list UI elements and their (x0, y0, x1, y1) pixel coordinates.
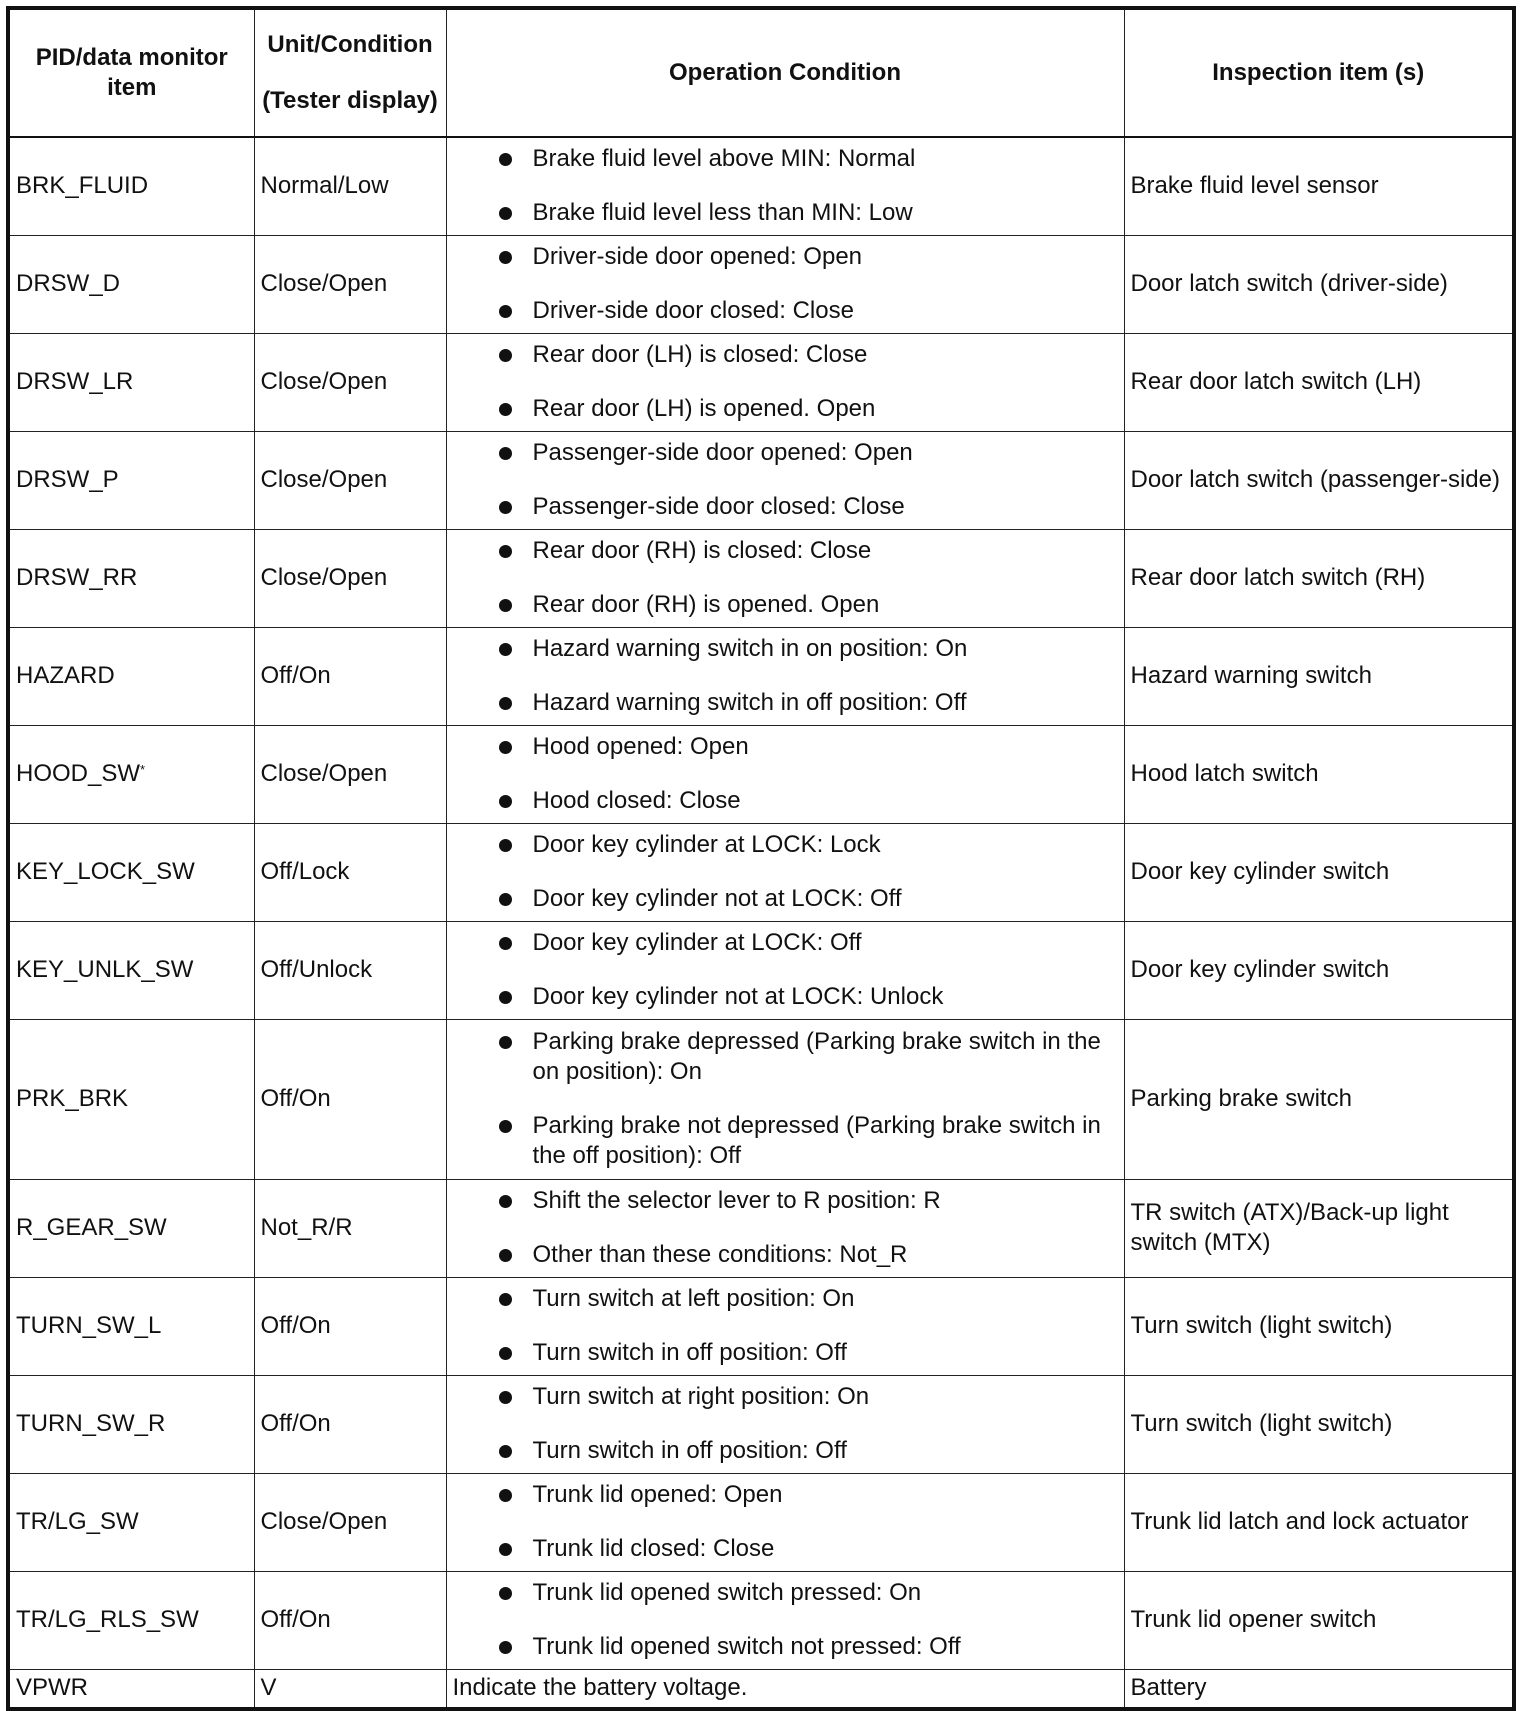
condition-text: Door key cylinder not at LOCK: Off (532, 885, 902, 912)
unit-cell: Off/On (254, 1019, 446, 1179)
inspection-cell: Door latch switch (driver-side) (1124, 235, 1514, 333)
condition-text: Parking brake depressed (Parking brake switch in the on position): On (532, 1028, 1101, 1085)
condition-list (453, 1382, 1118, 1466)
bullet-icon (499, 1445, 512, 1458)
condition-text: Passenger-side door opened: Open (532, 439, 913, 466)
condition-text: Brake fluid level less than MIN: Low (532, 199, 913, 227)
unit-cell: Off/On (254, 1571, 446, 1669)
condition-list (453, 1578, 1118, 1662)
condition-item (453, 1338, 1118, 1368)
pid-name: TURN_SW_L (16, 1312, 162, 1339)
condition-item (453, 732, 1118, 762)
condition-item (453, 688, 1118, 718)
condition-text: Hood closed: Close (532, 787, 741, 814)
operation-cell (446, 1277, 1124, 1375)
condition-list (453, 438, 1118, 522)
condition-text: Turn switch in off position: Off (532, 1437, 847, 1464)
bullet-icon (499, 741, 512, 754)
bullet-icon (499, 1120, 512, 1133)
pid-name: HOOD_SW (16, 760, 141, 787)
condition-text: Turn switch at left position: On (532, 1285, 855, 1312)
operation-cell (446, 137, 1124, 235)
table-row (8, 1375, 1514, 1473)
pid-cell (8, 1669, 254, 1709)
table-row (8, 1019, 1514, 1179)
condition-list (453, 928, 1118, 1012)
table-row (8, 137, 1514, 235)
inspection-cell: Trunk lid latch and lock actuator (1124, 1473, 1514, 1571)
pid-cell (8, 333, 254, 431)
condition-text: Driver-side door closed: Close (532, 297, 854, 324)
unit-cell: Close/Open (254, 333, 446, 431)
table-row (8, 529, 1514, 627)
pid-name: PRK_BRK (16, 1085, 129, 1112)
condition-item (453, 928, 1118, 958)
footnote-marker: * (140, 762, 146, 777)
pid-cell (8, 1571, 254, 1669)
table-body (8, 137, 1514, 1709)
unit-cell: Close/Open (254, 529, 446, 627)
condition-text: Rear door (RH) is closed: Close (532, 537, 872, 564)
operation-cell (446, 431, 1124, 529)
condition-text: Trunk lid closed: Close (532, 1535, 775, 1562)
condition-text: Other than these conditions: Not_R (532, 1241, 908, 1268)
table-row (8, 1473, 1514, 1571)
inspection-cell: Rear door latch switch (RH) (1124, 529, 1514, 627)
inspection-cell: Door key cylinder switch (1124, 921, 1514, 1019)
bullet-icon (499, 643, 512, 656)
pid-name: TR/LG_SW (16, 1508, 139, 1535)
table-row (8, 1179, 1514, 1277)
inspection-cell: Rear door latch switch (LH) (1124, 333, 1514, 431)
unit-cell: Close/Open (254, 431, 446, 529)
condition-item (453, 786, 1118, 816)
condition-item (453, 590, 1118, 620)
condition-text: Shift the selector lever to R position: R (532, 1187, 941, 1214)
condition-item (453, 1632, 1118, 1662)
condition-item (453, 536, 1118, 566)
bullet-icon (499, 1249, 512, 1262)
unit-cell: Not_R/R (254, 1179, 446, 1277)
unit-cell: Off/Unlock (254, 921, 446, 1019)
unit-cell: V (254, 1669, 446, 1709)
inspection-cell: Battery (1124, 1669, 1514, 1709)
inspection-cell: Door latch switch (passenger-side) (1124, 431, 1514, 529)
pid-cell (8, 921, 254, 1019)
condition-list (453, 830, 1118, 914)
condition-item (453, 1111, 1118, 1171)
bullet-icon (499, 349, 512, 362)
table-row (8, 725, 1514, 823)
condition-text: Passenger-side door closed: Close (532, 493, 905, 520)
operation-cell (446, 333, 1124, 431)
pid-cell (8, 1473, 254, 1571)
condition-item (453, 1382, 1118, 1412)
condition-text: Door key cylinder at LOCK: Lock (532, 831, 881, 858)
bullet-icon (499, 697, 512, 710)
condition-list (453, 242, 1118, 326)
condition-item (453, 1480, 1118, 1510)
condition-item (453, 1186, 1118, 1216)
bullet-icon (499, 1293, 512, 1306)
condition-text: Rear door (LH) is closed: Close (532, 341, 868, 368)
bullet-icon (499, 1195, 512, 1208)
table-row (8, 235, 1514, 333)
operation-cell (446, 725, 1124, 823)
condition-text: Door key cylinder not at LOCK: Unlock (532, 983, 944, 1010)
pid-cell (8, 1179, 254, 1277)
bullet-icon (499, 1587, 512, 1600)
condition-item (453, 1578, 1118, 1608)
bullet-icon (499, 251, 512, 264)
condition-text: Trunk lid opened switch pressed: On (532, 1579, 922, 1606)
operation-cell (446, 529, 1124, 627)
bullet-icon (499, 1347, 512, 1360)
condition-list (453, 732, 1118, 816)
condition-text: Trunk lid opened switch not pressed: Off (532, 1633, 961, 1660)
bullet-icon (499, 839, 512, 852)
pid-name: KEY_UNLK_SW (16, 956, 194, 983)
table-row (8, 921, 1514, 1019)
operation-cell (446, 823, 1124, 921)
bullet-icon (499, 207, 512, 220)
bullet-icon (499, 1543, 512, 1556)
table-row (8, 431, 1514, 529)
condition-list (453, 1480, 1118, 1564)
bullet-icon (499, 305, 512, 318)
bullet-icon (499, 153, 512, 166)
table-row (8, 1277, 1514, 1375)
pid-cell (8, 627, 254, 725)
inspection-cell: Brake fluid level sensor (1124, 137, 1514, 235)
bullet-icon (499, 795, 512, 808)
condition-list (453, 536, 1118, 620)
pid-name: TR/LG_RLS_SW (16, 1606, 199, 1633)
condition-text: Hood opened: Open (532, 733, 749, 760)
unit-cell: Off/On (254, 627, 446, 725)
pid-cell (8, 431, 254, 529)
condition-text: Turn switch in off position: Off (532, 1339, 847, 1366)
operation-cell (446, 235, 1124, 333)
bullet-icon (499, 447, 512, 460)
pid-name: HAZARD (16, 662, 115, 689)
condition-list (453, 144, 1118, 228)
condition-item (453, 1436, 1118, 1466)
bullet-icon (499, 1391, 512, 1404)
operation-cell (446, 1179, 1124, 1277)
condition-item (453, 242, 1118, 272)
condition-list (453, 634, 1118, 718)
operation-cell (446, 1473, 1124, 1571)
header-inspection: Inspection item (s) (1124, 8, 1514, 137)
condition-item (453, 1240, 1118, 1270)
unit-cell: Normal/Low (254, 137, 446, 235)
bullet-icon (499, 501, 512, 514)
unit-cell: Off/Lock (254, 823, 446, 921)
inspection-cell: Door key cylinder switch (1124, 823, 1514, 921)
condition-text: Rear door (RH) is opened. Open (532, 591, 880, 618)
header-row (8, 8, 1514, 137)
unit-cell: Close/Open (254, 725, 446, 823)
operation-cell: Indicate the battery voltage. (446, 1669, 1124, 1709)
inspection-cell: Parking brake switch (1124, 1019, 1514, 1179)
pid-cell (8, 1277, 254, 1375)
pid-name: BRK_FLUID (16, 172, 149, 200)
condition-list (453, 1284, 1118, 1368)
inspection-cell: Hood latch switch (1124, 725, 1514, 823)
table-row (8, 1669, 1514, 1709)
inspection-cell: Hazard warning switch (1124, 627, 1514, 725)
bullet-icon (499, 599, 512, 612)
condition-item (453, 884, 1118, 914)
condition-item (453, 438, 1118, 468)
pid-cell (8, 137, 254, 235)
pid-cell (8, 1019, 254, 1179)
condition-text: Brake fluid level above MIN: Normal (532, 145, 916, 173)
pid-cell (8, 725, 254, 823)
condition-text: Trunk lid opened: Open (532, 1481, 783, 1508)
condition-item (453, 830, 1118, 860)
pid-name: R_GEAR_SW (16, 1214, 167, 1241)
condition-item (453, 198, 1118, 228)
condition-item (453, 394, 1118, 424)
bullet-icon (499, 1641, 512, 1654)
condition-item (453, 296, 1118, 326)
operation-cell (446, 921, 1124, 1019)
pid-name: DRSW_P (16, 466, 119, 493)
pid-monitor-table (6, 6, 1516, 1711)
table-row (8, 823, 1514, 921)
condition-item (453, 1534, 1118, 1564)
pid-name: TURN_SW_R (16, 1410, 166, 1437)
condition-text: Hazard warning switch in off position: Off (532, 689, 967, 716)
condition-text: Rear door (LH) is opened. Open (532, 395, 876, 422)
condition-item (453, 340, 1118, 370)
pid-cell (8, 1375, 254, 1473)
condition-item (453, 1027, 1118, 1087)
condition-text: Parking brake not depressed (Parking brake switch in the off position): Off (532, 1112, 1101, 1169)
operation-cell (446, 1019, 1124, 1179)
condition-text: Driver-side door opened: Open (532, 243, 863, 270)
condition-item (453, 144, 1118, 174)
header-unit: Unit/Condition (Tester display) (254, 8, 446, 137)
operation-cell (446, 1571, 1124, 1669)
pid-cell (8, 823, 254, 921)
pid-name: DRSW_RR (16, 564, 138, 591)
condition-text: Door key cylinder at LOCK: Off (532, 929, 862, 956)
bullet-icon (499, 937, 512, 950)
pid-cell (8, 529, 254, 627)
header-operation: Operation Condition (446, 8, 1124, 137)
table-row (8, 333, 1514, 431)
table-row (8, 627, 1514, 725)
bullet-icon (499, 991, 512, 1004)
condition-text: Hazard warning switch in on position: On (532, 635, 968, 662)
inspection-cell: Turn switch (light switch) (1124, 1277, 1514, 1375)
condition-item (453, 982, 1118, 1012)
inspection-cell: Turn switch (light switch) (1124, 1375, 1514, 1473)
condition-list (453, 340, 1118, 424)
pid-name: DRSW_D (16, 270, 121, 297)
condition-text: Turn switch at right position: On (532, 1383, 870, 1410)
pid-name: VPWR (16, 1674, 88, 1702)
header-pid: PID/data monitor item (8, 8, 254, 137)
pid-cell (8, 235, 254, 333)
condition-list (453, 1186, 1118, 1270)
bullet-icon (499, 545, 512, 558)
pid-name: KEY_LOCK_SW (16, 858, 195, 885)
condition-item (453, 1284, 1118, 1314)
bullet-icon (499, 1489, 512, 1502)
operation-cell (446, 627, 1124, 725)
inspection-cell: Trunk lid opener switch (1124, 1571, 1514, 1669)
condition-list (453, 1027, 1118, 1171)
operation-cell (446, 1375, 1124, 1473)
bullet-icon (499, 893, 512, 906)
condition-item (453, 492, 1118, 522)
unit-cell: Close/Open (254, 1473, 446, 1571)
pid-name: DRSW_LR (16, 368, 134, 395)
inspection-cell: TR switch (ATX)/Back-up light switch (MTX) (1124, 1179, 1514, 1277)
unit-cell: Off/On (254, 1277, 446, 1375)
unit-cell: Off/On (254, 1375, 446, 1473)
bullet-icon (499, 403, 512, 416)
table-row (8, 1571, 1514, 1669)
unit-cell: Close/Open (254, 235, 446, 333)
condition-item (453, 634, 1118, 664)
bullet-icon (499, 1036, 512, 1049)
